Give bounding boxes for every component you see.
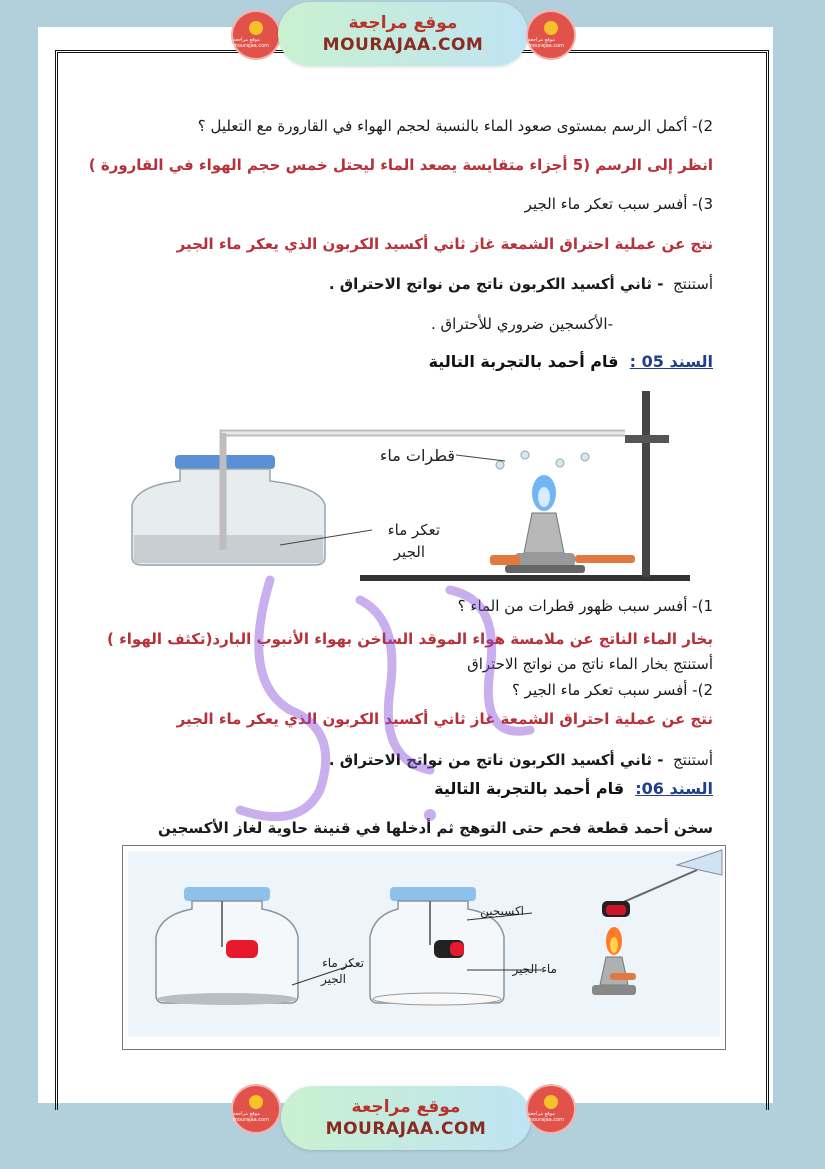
sanad-05-text: قام أحمد بالتجربة التالية — [428, 352, 619, 371]
site-url: MOURAJAA.COM — [322, 35, 484, 55]
conclusion-3-line-1: - ثاني أكسيد الكربون ناتج من نواتج الاحتراق . — [328, 275, 664, 293]
logo-icon — [544, 21, 558, 35]
conclusion-prefix: أستنتج — [673, 751, 713, 769]
sanad-06-description: سخن أحمد قطعة فحم حتى التوهج ثم أدخلها في قنينة حاوية لغاز الأكسجين — [158, 819, 713, 837]
conclusion-prefix: أستنتج — [673, 275, 713, 293]
answer-5-1: بخار الماء الناتج عن ملامسة هواء الموقد الساخن بهواء الأنبوب البارد(تكثف الهواء ) — [107, 630, 713, 648]
label-turbid-lime-2: الجير — [321, 972, 346, 986]
sanad-06-text: قام أحمد بالتجربة التالية — [434, 779, 625, 798]
site-logo-badge-left-bottom — [233, 1086, 279, 1132]
answer-5-2: نتج عن عملية احتراق الشمعة غاز ثاني أكسيد الكربون الذي يعكر ماء الجير — [176, 710, 713, 728]
question-5-2: 2)- أفسر سبب تعكر ماء الجير ؟ — [511, 681, 713, 699]
question-5-1: 1)- أفسر سبب ظهور قطرات من الماء ؟ — [457, 597, 713, 615]
sanad-06-label: السند 06: — [635, 779, 713, 798]
logo-icon — [249, 21, 263, 35]
conclusion-3-line-2: -الأكسجين ضروري للأحتراق . — [431, 315, 613, 333]
sanad-05-heading — [429, 352, 713, 372]
conclusion-5-2-line: - ثاني أكسيد الكربون ناتج من نواتج الاحتراق . — [328, 751, 664, 769]
site-footer-link[interactable] — [281, 1086, 531, 1150]
badge-text: موقع مراجعة mourajaa.com — [528, 37, 565, 49]
logo-icon — [249, 1095, 263, 1109]
badge-text: موقع مراجعة mourajaa.com — [233, 1111, 270, 1123]
label-turbid-lime-1: تعكر ماء — [322, 956, 364, 970]
site-logo-badge-right-bottom — [528, 1086, 574, 1132]
experiment-06-figure — [122, 845, 726, 1050]
experiment-05-figure — [120, 385, 700, 585]
logo-icon — [544, 1095, 558, 1109]
label-water-drops: قطرات ماء — [379, 446, 455, 465]
site-logo-badge-left — [233, 12, 279, 58]
label-lime-water: ماء الجير — [512, 962, 557, 976]
label-oxygen: اكسيجين — [480, 904, 524, 918]
label-lime-turbid-2: الجير — [393, 543, 425, 561]
question-2: 2)- أكمل الرسم بمستوى صعود الماء بالنسبة لحجم الهواء في القارورة مع التعليل ؟ — [197, 117, 713, 135]
site-arabic-name: موقع مراجعة — [351, 1097, 461, 1117]
badge-text: موقع مراجعة mourajaa.com — [233, 37, 270, 49]
answer-2: انظر إلى الرسم (5 أجزاء متقايسة يصعد الماء ليحتل خمس حجم الهواء في القارورة ) — [88, 156, 713, 174]
site-header-link[interactable] — [278, 2, 528, 66]
answer-3: نتج عن عملية احتراق الشمعة غاز ثاني أكسيد الكربون الذي يعكر ماء الجير — [176, 235, 713, 253]
site-logo-badge-right — [528, 12, 574, 58]
conclusion-5-1: أستنتج بخار الماء ناتج من نواتج الاحتراق — [467, 655, 713, 673]
site-url: MOURAJAA.COM — [325, 1119, 487, 1139]
site-arabic-name: موقع مراجعة — [348, 13, 458, 33]
badge-text: موقع مراجعة mourajaa.com — [528, 1111, 565, 1123]
watermark-handwriting — [200, 560, 580, 850]
question-3: 3)- أفسر سبب تعكر ماء الجير — [524, 195, 713, 213]
sanad-05-label: السند 05 : — [629, 352, 713, 371]
label-lime-turbid-1: تعكر ماء — [387, 521, 440, 539]
conclusion-3 — [329, 274, 713, 294]
